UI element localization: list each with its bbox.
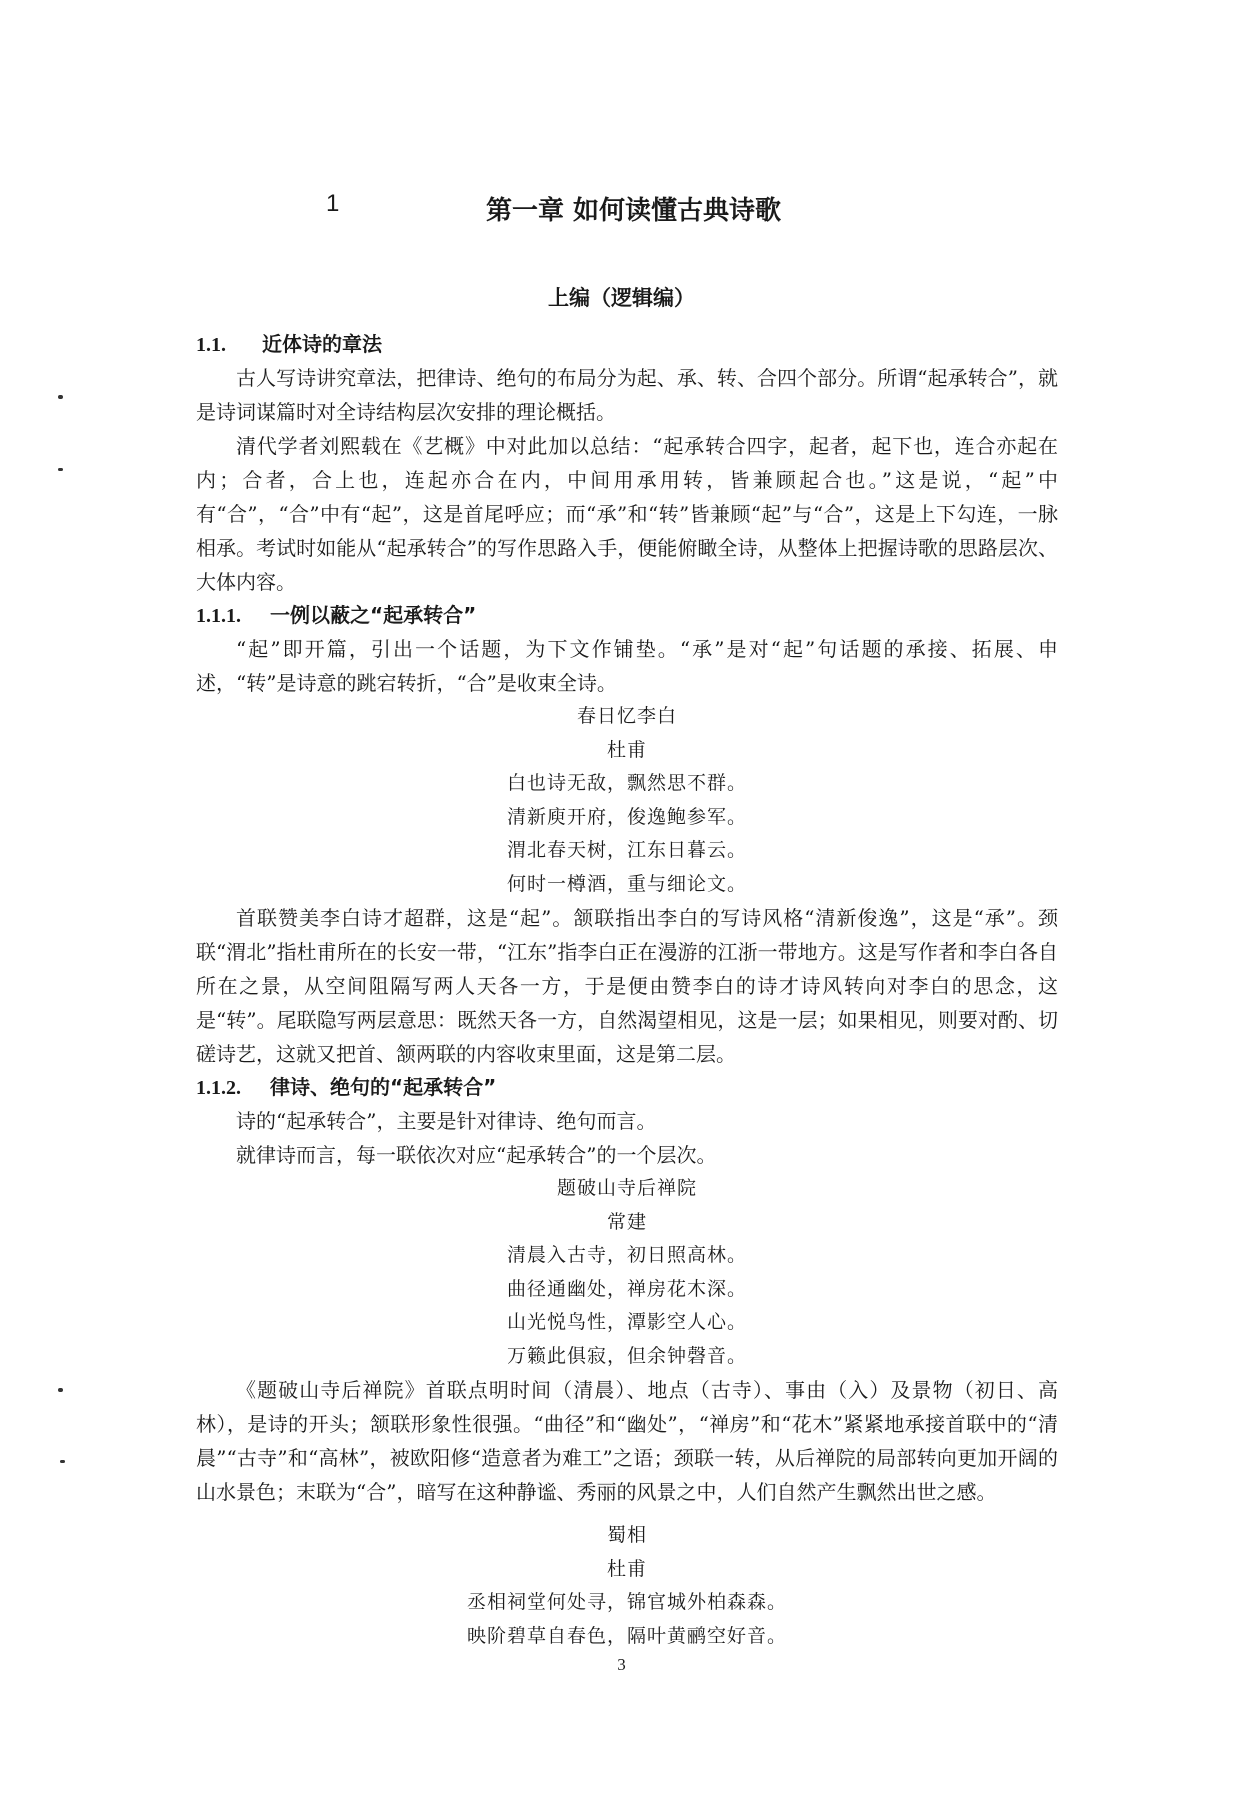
poem-line: 映阶碧草自春色，隔叶黄鹂空好音。 — [466, 1624, 787, 1647]
paragraph: “起”即开篇，引出一个话题，为下文作铺垫。“承”是对“起”句话题的承接、拓展、申述，“转”是诗意的跳宕转折，“合”是收束全诗。 — [196, 637, 1058, 695]
poem-line: 曲径通幽处，禅房花木深。 — [506, 1277, 747, 1300]
section-title: 近体诗的章法 — [262, 332, 382, 356]
poem-ti-poshansi — [196, 1172, 1058, 1373]
poem-line: 山光悦鸟性，潭影空人心。 — [506, 1311, 747, 1333]
paragraph: 清代学者刘熙载在《艺概》中对此加以总结：“起承转合四字，起者，起下也，连合亦起在内；合者，合上也，连起亦合在内，中间用承用转，皆兼顾起合也。”这是说，“起”中有“合”，“合”中有“起”，这是首尾呼应；而“承”和“转”皆兼顾“起”与“合”，这是上下勾连，一脉相承。考试时如能从“起承转合”的写作思路入手，便能俯瞰全诗，从整体上把握诗歌的思路层次、大体内容。 — [196, 434, 1058, 594]
poem-line: 清晨入古寺，初日照高林。 — [506, 1244, 747, 1266]
page-body — [196, 328, 1058, 1653]
scan-mark — [58, 395, 63, 399]
poem-author: 杜甫 — [606, 738, 647, 761]
part-title: 上编（逻辑编） — [548, 286, 695, 310]
page-number: 3 — [617, 1655, 626, 1674]
poem-line: 何时一樽酒，重与细论文。 — [506, 872, 747, 895]
section-heading-1-1-2 — [196, 1071, 1058, 1104]
paragraph: 首联赞美李白诗才超群，这是“起”。颔联指出李白的写诗风格“清新俊逸”，这是“承”。颈联“渭北”指杜甫所在的长安一带，“江东”指李白正在漫游的江浙一带地方。这是写作者和李白各自所在之景，从空间阻隔写两人天各一方，于是便由赞李白的诗才诗风转向对李白的思念，这是“转”。尾联隐写两层意思：既然天各一方，自然渴望相见，这是一层；如果相见，则要对酌、切磋诗艺，这就又把首、颔两联的内容收束里面，这是第二层。 — [196, 906, 1058, 1066]
poem-shuxiang — [196, 1519, 1058, 1653]
poem-author: 杜甫 — [606, 1557, 647, 1580]
chapter-number: 1 — [326, 190, 340, 217]
paragraph: 诗的“起承转合”，主要是针对律诗、绝句而言。 — [236, 1109, 657, 1133]
chapter-title: 第一章 如何读懂古典诗歌 — [486, 196, 782, 226]
poem-title: 题破山寺后禅院 — [556, 1177, 697, 1199]
paragraph: 《题破山寺后禅院》首联点明时间（清晨）、地点（古寺）、事由（入）及景物（初日、高林），是诗的开头；颔联形象性很强。“曲径”和“幽处”，“禅房”和“花木”紧紧地承接首联中的“清晨”“古寺”和“高林”，被欧阳修“造意者为难工”之语；颈联一转，从后禅院的局部转向更加开阔的山水景色；末联为“合”，暗写在这种静谧、秀丽的风景之中，人们自然产生飘然出世之感。 — [196, 1378, 1058, 1504]
poem-line: 渭北春天树，江东日暮云。 — [506, 839, 747, 861]
chapter-heading — [0, 190, 1243, 230]
section-title: 一例以蔽之“起承转合” — [270, 603, 477, 627]
section-heading-1-1-1 — [196, 599, 1058, 632]
scan-mark — [60, 1460, 65, 1463]
poem-chunri-yi-libai — [196, 700, 1058, 901]
poem-line: 丞相祠堂何处寻，锦官城外柏森森。 — [466, 1591, 787, 1613]
section-number: 1.1.2. — [196, 1077, 241, 1099]
section-heading-1-1 — [196, 328, 1058, 361]
paragraph: 就律诗而言，每一联依次对应“起承转合”的一个层次。 — [236, 1143, 717, 1167]
scan-mark — [58, 468, 63, 471]
paragraph: 古人写诗讲究章法，把律诗、绝句的布局分为起、承、转、合四个部分。所谓“起承转合”，就是诗词谋篇时对全诗结构层次安排的理论概括。 — [196, 366, 1058, 424]
poem-line: 清新庾开府，俊逸鲍参军。 — [506, 805, 747, 828]
poem-line: 白也诗无敌，飘然思不群。 — [506, 772, 747, 794]
poem-title: 蜀相 — [606, 1524, 647, 1546]
section-number: 1.1.1. — [196, 605, 241, 627]
section-number: 1.1. — [196, 334, 226, 356]
poem-line: 万籁此俱寂，但余钟磬音。 — [506, 1344, 747, 1367]
poem-author: 常建 — [606, 1210, 647, 1233]
poem-title: 春日忆李白 — [576, 705, 677, 727]
section-title: 律诗、绝句的“起承转合” — [270, 1075, 497, 1099]
scan-mark — [58, 1388, 63, 1392]
